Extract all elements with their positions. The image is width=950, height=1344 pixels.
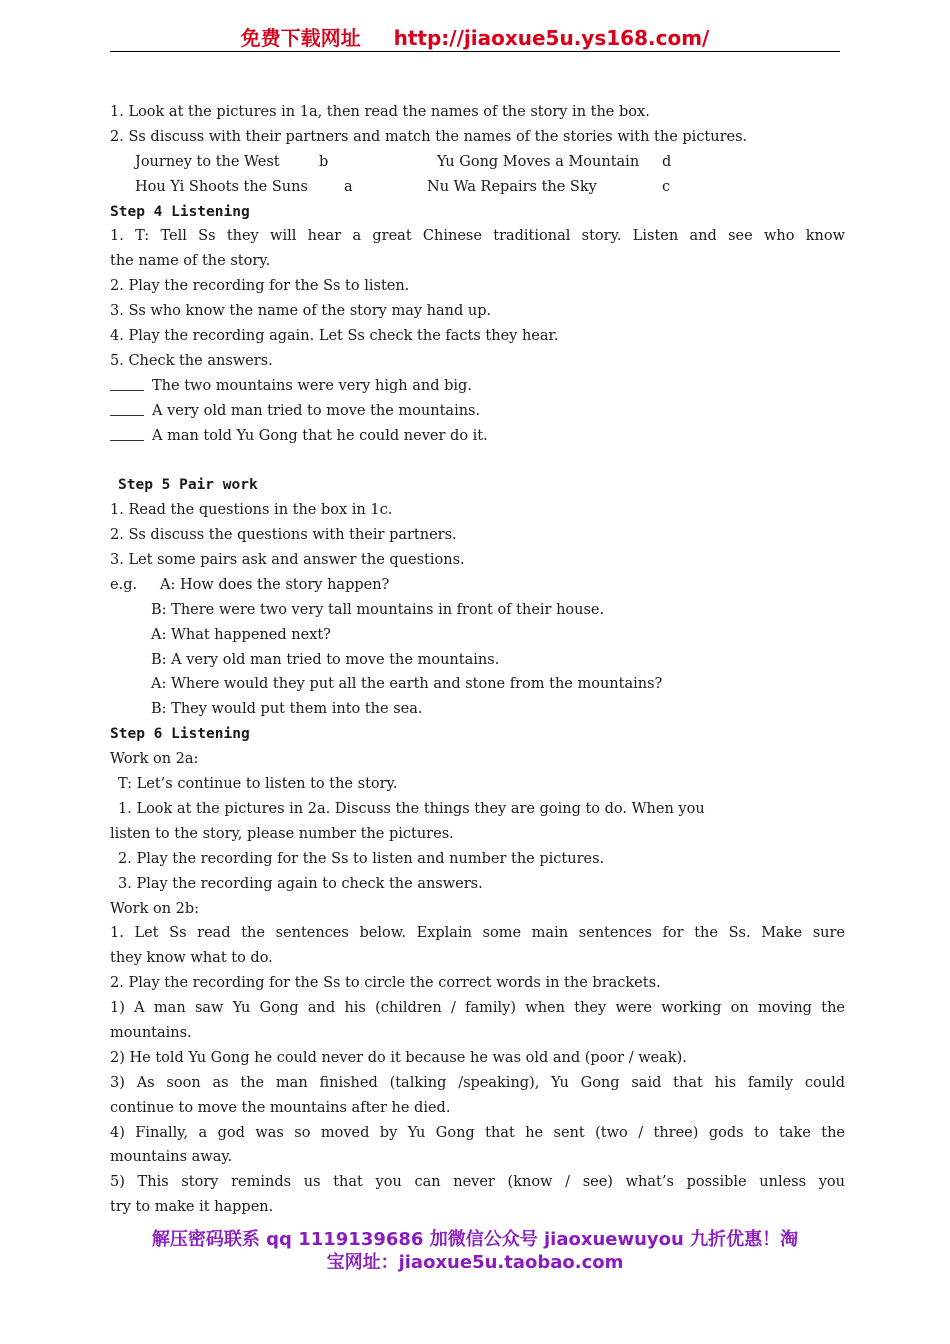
footer-line: 宝网址：jiaoxue5u.taobao.com — [326, 1252, 624, 1273]
spacer — [110, 448, 845, 473]
text-line: 2. Play the recording for the Ss to circle the correct words in the brackets. — [110, 975, 661, 992]
dialogue-line: A: What happened next? — [151, 626, 331, 643]
match-letter: c — [662, 178, 671, 195]
text-line: 2. Ss discuss the questions with their partners. — [110, 527, 457, 544]
match-name: Journey to the West — [135, 153, 280, 170]
text-line: 4. Play the recording again. Let Ss check the facts they hear. — [110, 328, 559, 345]
text-line: 1) A man saw Yu Gong and his (children / family) when they were working on moving the — [110, 1000, 845, 1017]
dialogue-text: A: How does the story happen? — [160, 576, 390, 593]
dialogue-line: B: They would put them into the sea. — [151, 701, 423, 718]
text-line: 1. Look at the pictures in 2a. Discuss the things they are going to do. When you — [118, 800, 705, 817]
match-row — [110, 175, 845, 200]
header-banner — [110, 22, 840, 51]
text-line: 1. Read the questions in the box in 1c. — [110, 502, 393, 519]
text-line: 2. Play the recording for the Ss to listen and number the pictures. — [118, 850, 605, 867]
match-letter: a — [344, 178, 353, 195]
match-letter: d — [662, 153, 672, 170]
header-url-link[interactable]: http://jiaoxue5u.ys168.com/ — [393, 26, 710, 50]
text-line: they know what to do. — [110, 950, 273, 967]
dialogue-line — [110, 573, 845, 598]
text-line: 3. Let some pairs ask and answer the questions. — [110, 552, 465, 569]
match-name: Hou Yi Shoots the Suns — [135, 178, 308, 195]
header-divider — [110, 51, 840, 52]
text-line: 1. Let Ss read the sentences below. Explain some main sentences for the Ss. Make sure — [110, 925, 845, 942]
match-name: Nu Wa Repairs the Sky — [427, 178, 597, 195]
text-line: 2. Play the recording for the Ss to listen. — [110, 278, 410, 295]
match-name: Yu Gong Moves a Mountain — [437, 153, 640, 170]
dialogue-line: B: There were two very tall mountains in front of their house. — [151, 601, 605, 618]
text-line: mountains away. — [110, 1149, 233, 1166]
text-line: try to make it happen. — [110, 1199, 274, 1216]
text-line: 1. T: Tell Ss they will hear a great Chinese traditional story. Listen and see who know — [110, 228, 845, 245]
answer-blank[interactable] — [110, 376, 144, 391]
text-line: 3) As soon as the man finished (talking /speaking), Yu Gong said that his family could — [110, 1074, 845, 1091]
answer-blank[interactable] — [110, 426, 144, 441]
match-row — [110, 150, 845, 175]
footer-line: 解压密码联系 qq 1119139686 加微信公众号 jiaoxuewuyou 九折优惠！淘 — [151, 1229, 799, 1250]
text-line: mountains. — [110, 1024, 192, 1041]
text-line: 1. Look at the pictures in 1a, then read the names of the story in the box. — [110, 104, 650, 120]
text-line: 5. Check the answers. — [110, 352, 273, 369]
text-line: Work on 2b: — [110, 900, 200, 917]
fact-item: The two mountains were very high and big. — [110, 374, 845, 399]
section-heading: Step 5 Pair work — [118, 477, 258, 494]
text-line: T: Let’s continue to listen to the story. — [118, 776, 398, 793]
match-letter: b — [319, 153, 329, 170]
text-line: 3. Play the recording again to check the answers. — [118, 875, 483, 892]
fact-item: A man told Yu Gong that he could never do it. — [110, 424, 845, 449]
fact-item: A very old man tried to move the mountains. — [110, 399, 845, 424]
text-line: 5) This story reminds us that you can never (know / see) what’s possible unless you — [110, 1174, 845, 1191]
eg-label: e.g. — [110, 576, 138, 593]
footer-banner — [100, 1228, 850, 1274]
section-heading: Step 6 Listening — [110, 726, 250, 743]
text-line: 2. Ss discuss with their partners and match the names of the stories with the pictures. — [110, 128, 748, 145]
text-line: continue to move the mountains after he died. — [110, 1099, 451, 1116]
answer-blank[interactable] — [110, 401, 144, 416]
text-line: 4) Finally, a god was so moved by Yu Gong that he sent (two / three) gods to take the — [110, 1124, 845, 1141]
text-line: Work on 2a: — [110, 751, 199, 768]
text-line: the name of the story. — [110, 253, 271, 270]
text-line: 3. Ss who know the name of the story may hand up. — [110, 303, 492, 320]
header-label: 免费下载网址 — [240, 26, 361, 50]
text-line: 2) He told Yu Gong he could never do it because he was old and (poor / weak). — [110, 1049, 687, 1066]
dialogue-line: B: A very old man tried to move the mountains. — [151, 651, 500, 668]
dialogue-line: A: Where would they put all the earth and stone from the mountains? — [151, 676, 663, 693]
document-body — [110, 100, 845, 1220]
text-line: listen to the story, please number the pictures. — [110, 825, 454, 842]
section-heading: Step 4 Listening — [110, 203, 250, 220]
